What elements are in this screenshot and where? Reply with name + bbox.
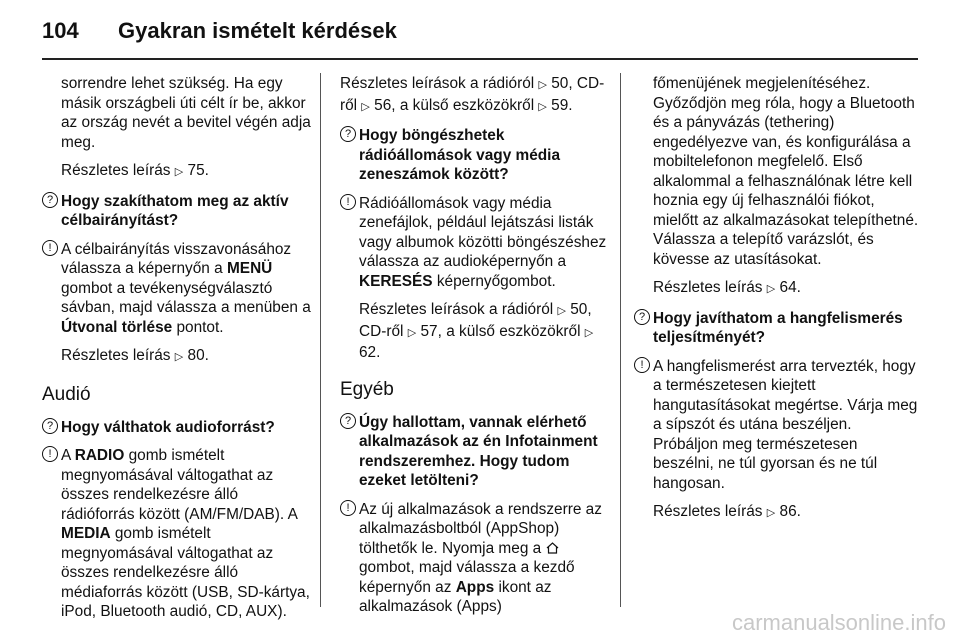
column-divider [620, 73, 621, 607]
column-divider [320, 73, 321, 607]
arrow-icon: ▷ [361, 100, 370, 113]
question: ? Úgy hallottam, vannak elérhető alkalmazások az én Infotainment rendszeremhez. Hogy tudom ezeket letölteni? [340, 413, 615, 491]
answer-icon: ! [340, 194, 356, 210]
question-icon: ? [42, 418, 58, 434]
arrow-icon: ▷ [766, 283, 776, 295]
answer: ! A célbairányítás visszavonásához válassza a képernyőn a MENÜ gombot a tevékenységválasztó sávban, majd válassza a menüben a Útvonal törlése pontot. [42, 240, 312, 338]
arrow-icon: ▷ [557, 305, 566, 317]
column-3 [634, 74, 919, 533]
reference: Részletes leírások a rádióról ▷ 50, CD-ről ▷ 56, a külső eszközökről ▷ 59. [340, 75, 605, 114]
reference: Részletes leírás ▷ 80. [61, 347, 209, 364]
page-number: 104 [42, 18, 79, 43]
answer: ! Rádióállomások vagy média zenefájlok, például lejátszási listák vagy albumok közötti böngészéshez válassza az audioképernyőn a KERESÉS képernyőgombot. [340, 194, 615, 292]
arrow-icon: ▷ [538, 79, 547, 91]
reference: Részletes leírás ▷ 64. [653, 279, 801, 296]
answer-icon: ! [42, 240, 58, 256]
question-icon: ? [634, 309, 650, 325]
arrow-icon: ▷ [407, 326, 417, 339]
reference: Részletes leírások a rádióról ▷ 50, CD-ről ▷ 57, a külső eszközökről ▷ 62. [359, 301, 594, 361]
answer: ! Az új alkalmazások a rendszerre az alkalmazásboltból (AppShop) tölthetők le. Nyomja meg a gombot, majd válassza a kezdő képernyőn az Apps ikont az alkalmazások (Apps) [340, 500, 615, 617]
subsection-heading: Egyéb [340, 378, 394, 400]
page-header [0, 0, 960, 62]
question: ? Hogy válthatok audioforrást? [42, 418, 312, 438]
question-icon: ? [340, 126, 356, 142]
header-rule [42, 58, 918, 60]
answer: ! A hangfelismerést arra tervezték, hogy a természetesen kiejtett hangutasításokat megértse. Várja meg a sípszót és utána beszéljen. Próbáljon meg természetesen beszélni, ne túl gyorsan és ne túl hangosan. [634, 357, 919, 494]
arrow-icon: ▷ [174, 166, 184, 178]
reference: Részletes leírás ▷ 75. [61, 162, 209, 179]
section-title: Gyakran ismételt kérdések [118, 18, 397, 43]
watermark: carmanualsonline.info [731, 610, 946, 635]
answer-icon: ! [42, 446, 58, 462]
answer: ! A RADIO gomb ismételt megnyomásával váltogathat az összes rendelkezésre álló rádióforrás között (AM/FM/DAB). A MEDIA gomb ismételt megnyomásával váltogathat az összes rendelkezésre álló médiaforrás között (USB, SD-kártya, iPod, Bluetooth audió, CD, AUX). [42, 446, 312, 622]
question: ? Hogy szakíthatom meg az aktív célbairányítást? [42, 192, 312, 231]
arrow-icon: ▷ [584, 326, 594, 339]
column-1 [42, 74, 312, 631]
arrow-icon: ▷ [174, 351, 184, 363]
home-icon [546, 540, 559, 557]
arrow-icon: ▷ [538, 100, 547, 113]
column-2 [340, 74, 615, 626]
question-icon: ? [340, 413, 356, 429]
subsection-heading: Audió [42, 383, 91, 405]
question: ? Hogy böngészhetek rádióállomások vagy média zeneszámok között? [340, 126, 615, 185]
paragraph: sorrendre lehet szükség. Ha egy másik országbeli úti célt ír be, akkor az ország nevét a bevitel végén adja meg. [61, 75, 311, 151]
paragraph: főmenüjének megjelenítéséhez. Győződjön meg róla, hogy a Bluetooth és a pányvázás (tethering) engedélyezve van, és konfigurálása a mobiltelefonon megfelelő. Első alkalommal a felhasználónak létre kell hoznia egy új felhasználói fiókot, mielőtt az alkalmazásokat telepíthetné. Válassza a telepítő varázslót, és kövesse az utasításokat. [653, 75, 919, 268]
arrow-icon: ▷ [766, 507, 776, 519]
question: ? Hogy javíthatom a hangfelismerés teljesítményét? [634, 309, 919, 348]
answer-icon: ! [634, 357, 650, 373]
reference: Részletes leírás ▷ 86. [653, 503, 801, 520]
answer-icon: ! [340, 500, 356, 516]
question-icon: ? [42, 192, 58, 208]
